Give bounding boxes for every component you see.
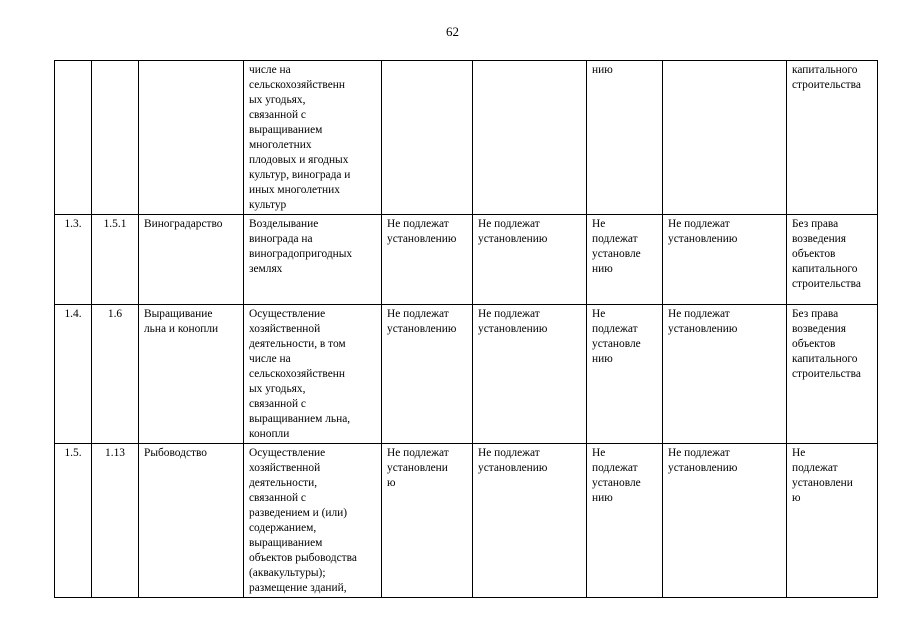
parameter-cell-8 <box>663 61 787 215</box>
cell-text-line: (аквакультуры); <box>249 567 326 579</box>
cell-text-line: числе на <box>249 353 291 365</box>
cell-text-line: сельскохозяйственн <box>249 79 345 91</box>
parameter-cell-6 <box>473 444 587 598</box>
cell-text-line: связанной с <box>249 492 306 504</box>
parameter-cell-6 <box>473 215 587 305</box>
construction-note-cell <box>787 215 878 305</box>
cell-text-line: Рыбоводство <box>144 447 207 459</box>
table-row <box>55 215 878 305</box>
cell-text-line: ю <box>387 477 396 489</box>
cell-text-line: установлению <box>478 462 548 474</box>
use-type-name-cell <box>139 305 244 444</box>
cell-text-line: выращиванием льна, <box>249 413 351 425</box>
construction-note-cell <box>787 444 878 598</box>
page-number: 62 <box>446 24 459 39</box>
cell-text-line: содержанием, <box>249 522 317 534</box>
cell-text-line: льна и конопли <box>144 323 219 335</box>
cell-text-line: нию <box>592 492 613 504</box>
cell-text-line: Осуществление <box>249 308 326 320</box>
table-row <box>55 61 878 215</box>
cell-text-line: Не <box>592 218 606 230</box>
cell-text-line: Не <box>592 308 606 320</box>
cell-text-line: ых угодьях, <box>249 94 306 106</box>
parameter-cell-7 <box>587 61 663 215</box>
parameter-cell-8 <box>663 305 787 444</box>
cell-text-line: строительства <box>792 79 861 91</box>
cell-text-line: возведения <box>792 323 846 335</box>
cell-text-line: Не <box>592 447 606 459</box>
use-description-cell <box>244 61 382 215</box>
parameter-cell-5 <box>382 215 473 305</box>
parameter-cell-5 <box>382 305 473 444</box>
parameter-cell-7 <box>587 444 663 598</box>
cell-text-line: подлежат <box>592 462 638 474</box>
cell-text-line: объектов <box>792 248 836 260</box>
use-description-cell <box>244 305 382 444</box>
parameter-cell-5 <box>382 444 473 598</box>
use-type-name-cell <box>139 61 244 215</box>
cell-text-line: установлени <box>792 477 853 489</box>
cell-text-line: деятельности, в том <box>249 338 346 350</box>
cell-text-line: Без права <box>792 308 839 320</box>
classifier-code-cell: 1.5.1 <box>92 215 139 305</box>
cell-text-line: установле <box>592 248 641 260</box>
cell-text-line: выращиванием <box>249 124 323 136</box>
cell-text-line: культур <box>249 199 287 211</box>
cell-text-line: установле <box>592 477 641 489</box>
cell-text-line: капитального <box>792 64 858 76</box>
use-type-name-cell <box>139 215 244 305</box>
parameter-cell-6 <box>473 305 587 444</box>
cell-text-line: Виноградарство <box>144 218 223 230</box>
cell-text-line: конопли <box>249 428 290 440</box>
cell-text-line: культур, винограда и <box>249 169 351 181</box>
cell-text-line: строительства <box>792 368 861 380</box>
cell-text-line: капитального <box>792 353 858 365</box>
cell-text-line: плодовых и ягодных <box>249 154 349 166</box>
cell-text-line: нию <box>592 353 613 365</box>
use-description-cell <box>244 215 382 305</box>
cell-text-line: Не подлежат <box>668 308 730 320</box>
cell-text-line: объектов рыбоводства <box>249 552 357 564</box>
cell-text-line: иных многолетних <box>249 184 340 196</box>
parameter-cell-8 <box>663 444 787 598</box>
construction-note-cell <box>787 61 878 215</box>
cell-text-line: капитального <box>792 263 858 275</box>
cell-text-line: землях <box>249 263 283 275</box>
row-number-cell <box>55 61 92 215</box>
cell-text-line: нию <box>592 263 613 275</box>
classifier-code-cell: 1.6 <box>92 305 139 444</box>
cell-text-line: Не подлежат <box>478 218 540 230</box>
construction-note-cell <box>787 305 878 444</box>
cell-text-line: хозяйственной <box>249 462 321 474</box>
cell-text-line: установлению <box>478 233 548 245</box>
cell-text-line: Не подлежат <box>387 447 449 459</box>
cell-text-line: Возделывание <box>249 218 319 230</box>
cell-text-line: ю <box>792 492 801 504</box>
cell-text-line: Не подлежат <box>478 308 540 320</box>
cell-text-line: выращиванием <box>249 537 323 549</box>
cell-text-line: установлению <box>668 462 738 474</box>
land-use-regulations-table <box>54 60 878 598</box>
row-number-cell: 1.3. <box>55 215 92 305</box>
parameter-cell-7 <box>587 215 663 305</box>
parameter-cell-6 <box>473 61 587 215</box>
parameter-cell-5 <box>382 61 473 215</box>
cell-text-line: ых угодьях, <box>249 383 306 395</box>
cell-text-line: Не подлежат <box>478 447 540 459</box>
classifier-code-cell <box>92 61 139 215</box>
cell-text-line: Не подлежат <box>668 218 730 230</box>
cell-text-line: многолетних <box>249 139 312 151</box>
cell-text-line: подлежат <box>592 323 638 335</box>
row-number-cell: 1.4. <box>55 305 92 444</box>
cell-text-line: виноградопригодных <box>249 248 353 260</box>
cell-text-line: Без права <box>792 218 839 230</box>
cell-text-line: винограда на <box>249 233 313 245</box>
cell-text-line: Не подлежат <box>387 308 449 320</box>
cell-text-line: хозяйственной <box>249 323 321 335</box>
cell-text-line: установлению <box>387 323 457 335</box>
cell-text-line: Не подлежат <box>668 447 730 459</box>
cell-text-line: числе на <box>249 64 291 76</box>
cell-text-line: Осуществление <box>249 447 326 459</box>
row-number-cell: 1.5. <box>55 444 92 598</box>
cell-text-line: Выращивание <box>144 308 213 320</box>
table-row <box>55 444 878 598</box>
classifier-code-cell: 1.13 <box>92 444 139 598</box>
parameter-cell-7 <box>587 305 663 444</box>
cell-text-line: нию <box>592 64 613 76</box>
cell-text-line: установлению <box>478 323 548 335</box>
cell-text-line: подлежат <box>792 462 838 474</box>
cell-text-line: разведением и (или) <box>249 507 348 519</box>
parameter-cell-8 <box>663 215 787 305</box>
cell-text-line: установлению <box>668 323 738 335</box>
cell-text-line: установлению <box>668 233 738 245</box>
cell-text-line: строительства <box>792 278 861 290</box>
cell-text-line: установлению <box>387 233 457 245</box>
cell-text-line: связанной с <box>249 109 306 121</box>
cell-text-line: установле <box>592 338 641 350</box>
cell-text-line: связанной с <box>249 398 306 410</box>
cell-text-line: установлени <box>387 462 448 474</box>
cell-text-line: размещение зданий, <box>249 582 347 594</box>
cell-text-line: возведения <box>792 233 846 245</box>
table-row <box>55 305 878 444</box>
cell-text-line: сельскохозяйственн <box>249 368 345 380</box>
use-type-name-cell <box>139 444 244 598</box>
use-description-cell <box>244 444 382 598</box>
cell-text-line: деятельности, <box>249 477 318 489</box>
cell-text-line: объектов <box>792 338 836 350</box>
cell-text-line: Не <box>792 447 806 459</box>
cell-text-line: подлежат <box>592 233 638 245</box>
cell-text-line: Не подлежат <box>387 218 449 230</box>
